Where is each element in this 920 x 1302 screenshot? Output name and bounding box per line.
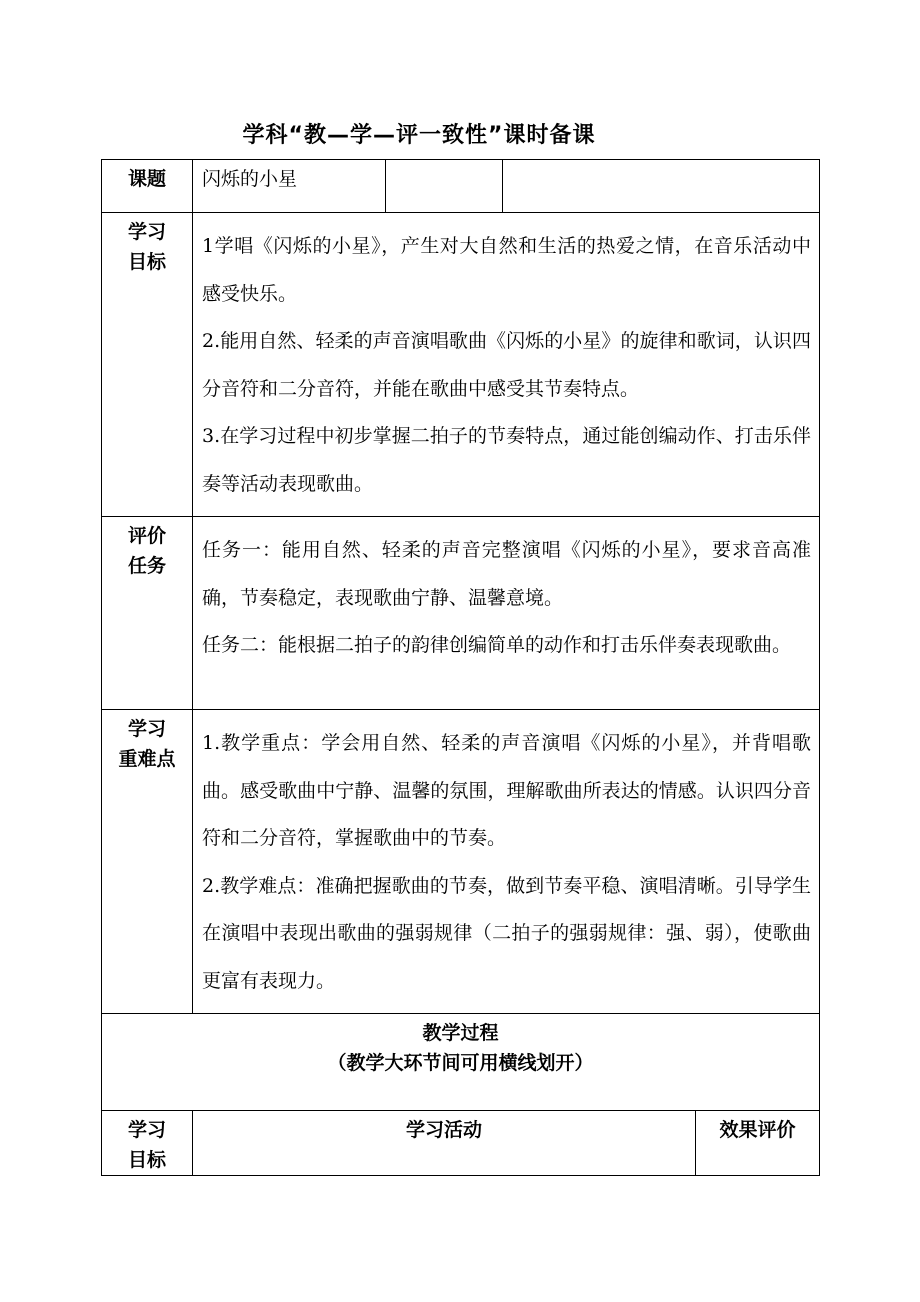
process-col-objectives-line1: 学习 [127, 1119, 166, 1141]
evaluation-row [102, 517, 820, 710]
key-points-label [102, 710, 193, 1014]
key-points-content [193, 710, 820, 1014]
objectives-label-line2: 目标 [127, 251, 166, 273]
evaluation-item: 任务一：能用自然、轻柔的声音完整演唱《闪烁的小星》，要求音高准确，节奏稳定，表现歌曲宁静、温馨意境。 [202, 539, 811, 609]
key-points-label-line2: 重难点 [118, 748, 176, 770]
process-header-row [102, 1014, 820, 1111]
process-col-objectives-line2: 目标 [127, 1149, 166, 1171]
key-points-row [102, 710, 820, 1014]
lesson-plan-table [101, 159, 820, 1176]
page-title: 学科“教—学—评一致性”课时备课 [242, 123, 596, 148]
topic-empty-cell-1 [386, 160, 503, 213]
key-point-item: 2.教学难点：准确把握歌曲的节奏，做到节奏平稳、演唱清晰。引导学生在演唱中表现出歌曲的强弱规律（二拍子的强弱规律：强、弱），使歌曲更富有表现力。 [202, 874, 811, 992]
key-points-label-line1: 学习 [127, 718, 166, 740]
process-col-activities: 学习活动 [193, 1111, 696, 1176]
process-col-objectives [102, 1111, 193, 1176]
objective-item: 2.能用自然、轻柔的声音演唱歌曲《闪烁的小星》的旋律和歌词，认识四分音符和二分音符，并能在歌曲中感受其节奏特点。 [202, 330, 811, 400]
evaluation-label [102, 517, 193, 710]
evaluation-label-line2: 任务 [127, 555, 166, 577]
objective-item: 3.在学习过程中初步掌握二拍子的节奏特点，通过能创编动作、打击乐伴奏等活动表现歌曲。 [202, 425, 811, 495]
evaluation-content [193, 517, 820, 710]
topic-row [102, 160, 820, 213]
objectives-label [102, 213, 193, 517]
topic-empty-cell-2 [503, 160, 820, 213]
topic-label: 课题 [102, 160, 193, 213]
evaluation-item: 任务二：能根据二拍子的韵律创编简单的动作和打击乐伴奏表现歌曲。 [202, 634, 792, 656]
process-col-evaluation: 效果评价 [696, 1111, 820, 1176]
objectives-row [102, 213, 820, 517]
evaluation-label-line1: 评价 [127, 525, 166, 547]
process-subtitle: （教学大环节间可用横线划开） [327, 1052, 594, 1074]
objective-item: 1学唱《闪烁的小星》，产生对大自然和生活的热爱之情，在音乐活动中感受快乐。 [202, 235, 811, 305]
topic-value: 闪烁的小星 [193, 160, 386, 213]
process-header [102, 1014, 820, 1111]
objectives-content [193, 213, 820, 517]
process-columns-row [102, 1111, 820, 1176]
process-title: 教学过程 [422, 1022, 499, 1044]
objectives-label-line1: 学习 [127, 221, 166, 243]
key-point-item: 1.教学重点：学会用自然、轻柔的声音演唱《闪烁的小星》，并背唱歌曲。感受歌曲中宁静、温馨的氛围，理解歌曲所表达的情感。认识四分音符和二分音符，掌握歌曲中的节奏。 [202, 732, 811, 849]
